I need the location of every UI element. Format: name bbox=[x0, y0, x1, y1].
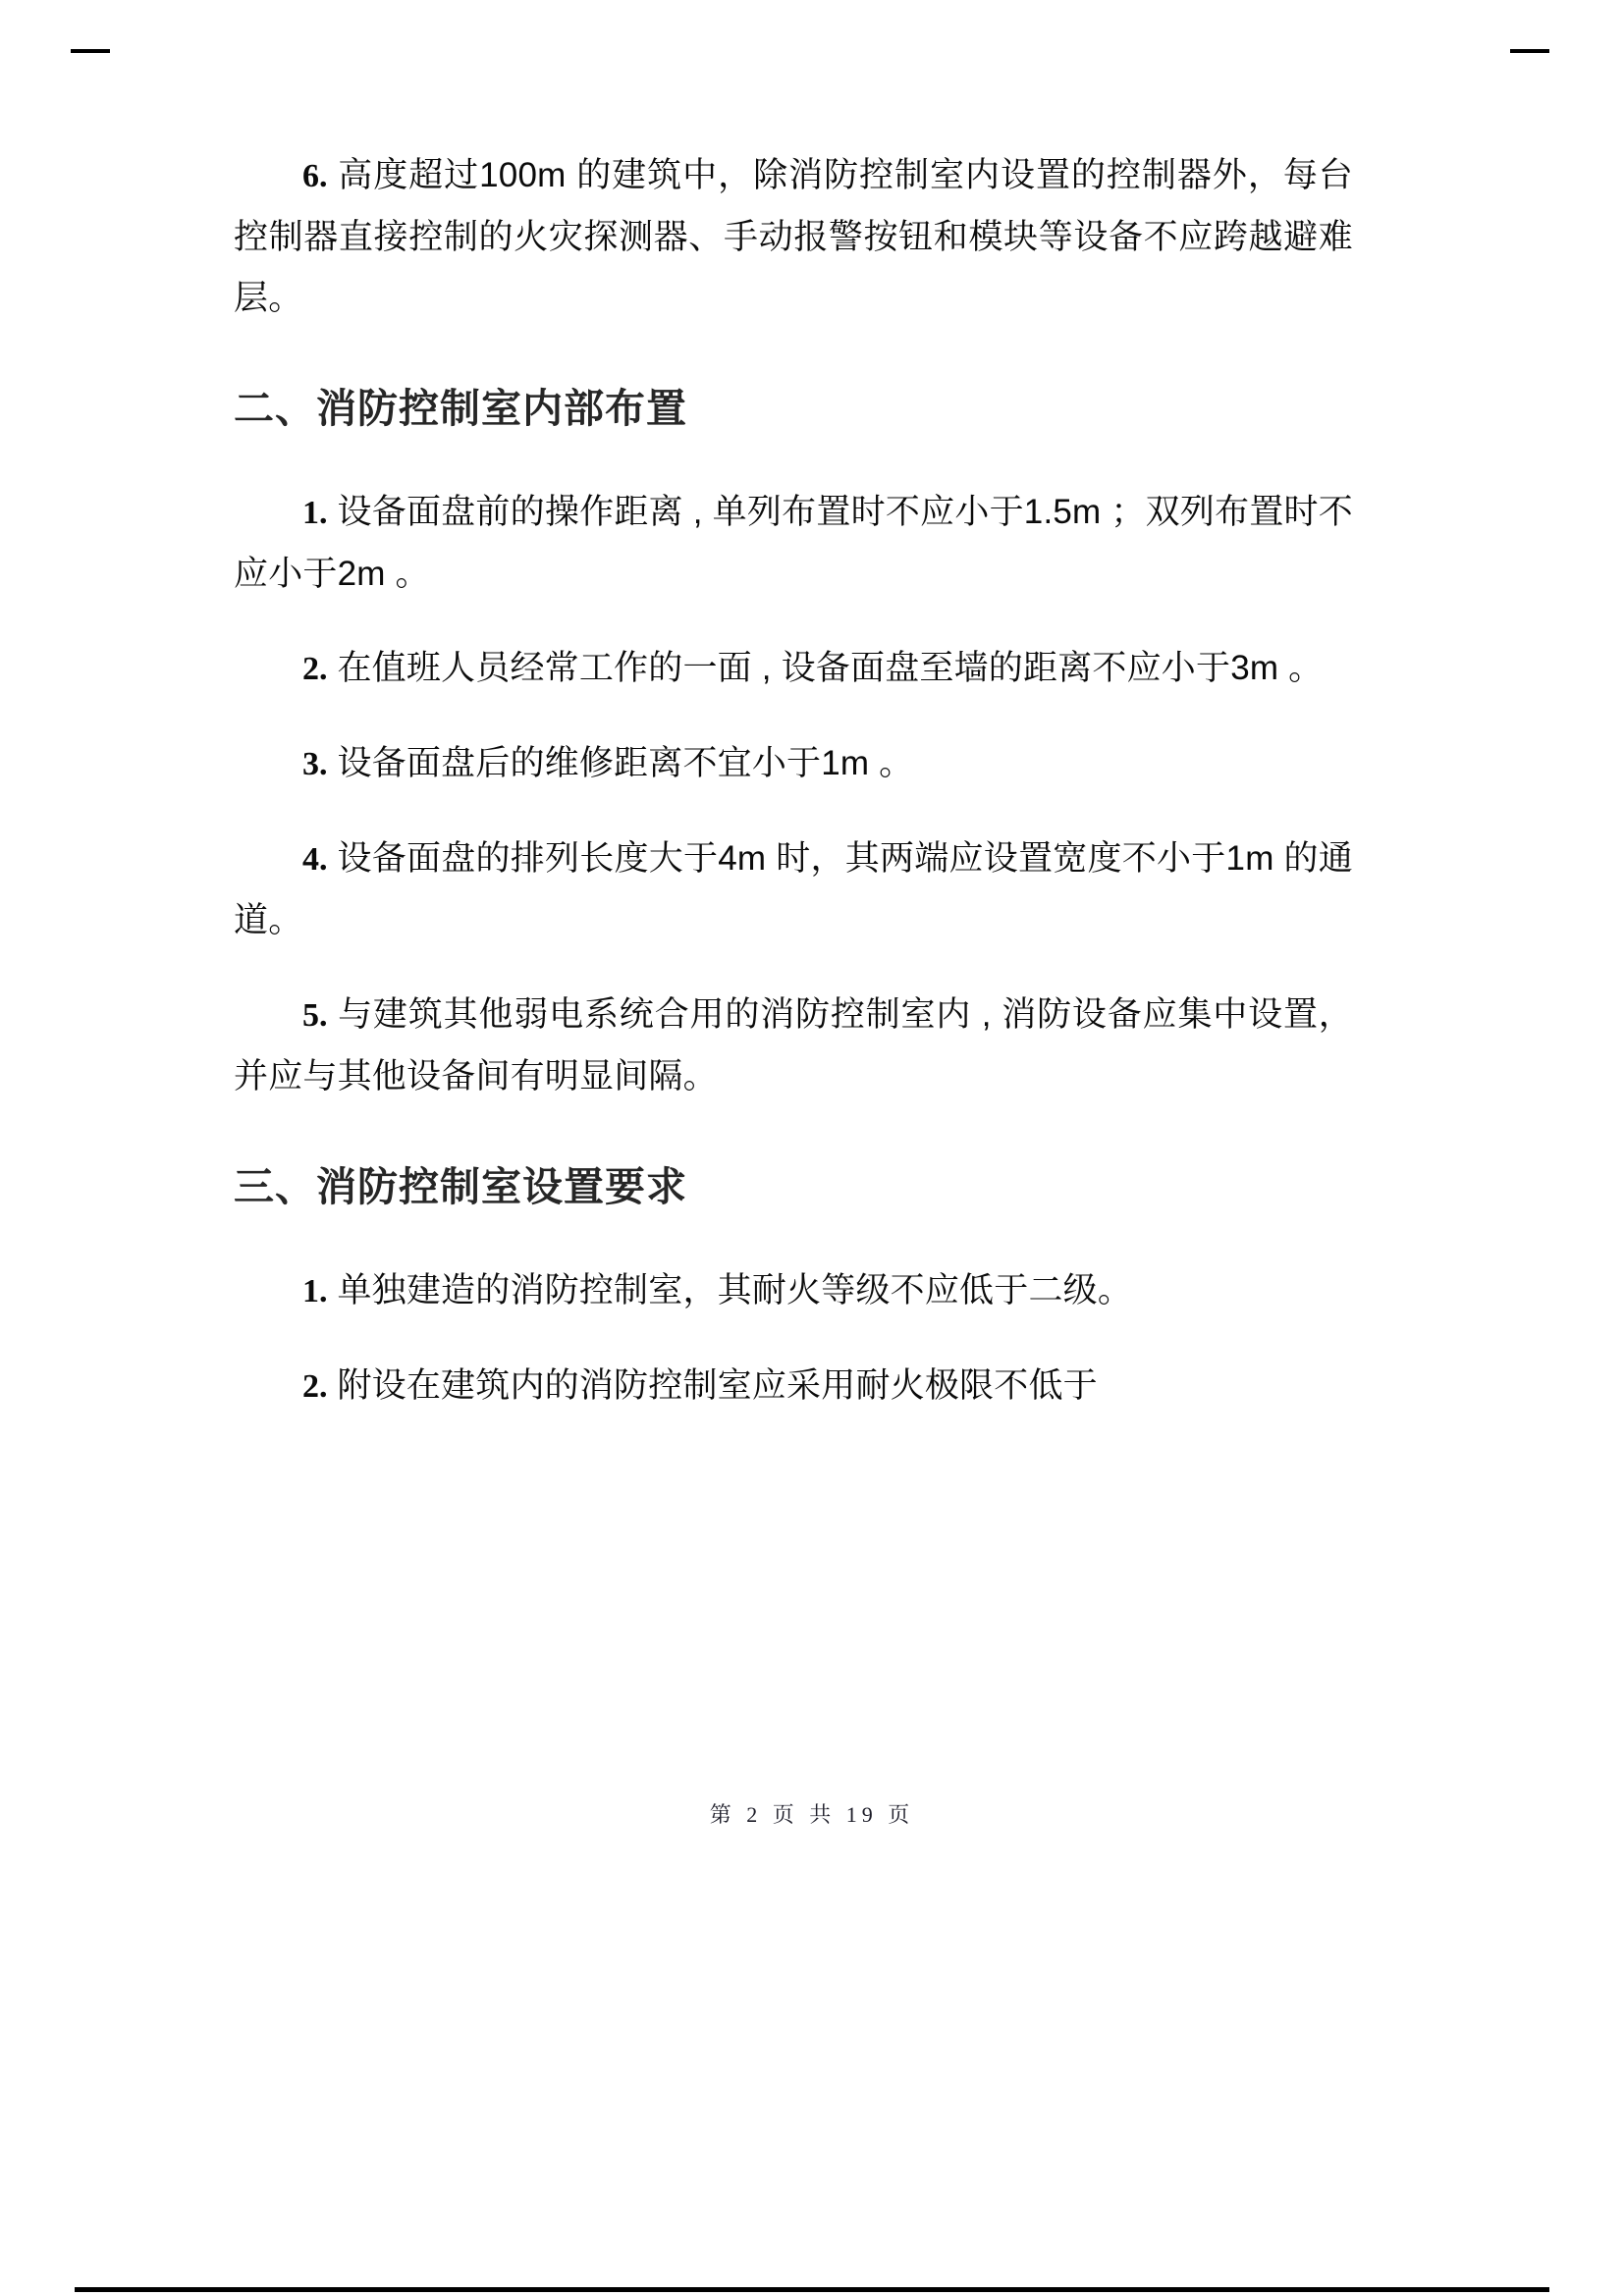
list-number: 3. bbox=[302, 746, 328, 782]
paragraph-text: 设备面盘前的操作距离 , 单列布置时不应小于1.5m ；双列布置时不应小于2m 。 bbox=[234, 493, 1353, 593]
list-number: 2. bbox=[302, 1368, 328, 1405]
spacer bbox=[234, 700, 1353, 733]
paragraph-text: 设备面盘的排列长度大于4m 时，其两端应设置宽度不小于1m 的通道。 bbox=[234, 839, 1353, 939]
list-number: 4. bbox=[302, 841, 328, 878]
paragraph-sec2-item-5 bbox=[234, 985, 1353, 1107]
list-number: 5. bbox=[302, 997, 328, 1034]
paragraph-sec2-item-4 bbox=[234, 828, 1353, 951]
spacer bbox=[234, 1215, 1353, 1260]
crop-mark-top-left bbox=[71, 49, 110, 53]
page-footer: 第 2 页 共 19 页 bbox=[709, 1802, 915, 1827]
paragraph-text: 单独建造的消防控制室，其耐火等级不应低于二级。 bbox=[337, 1271, 1133, 1309]
spacer bbox=[234, 437, 1353, 482]
spacer bbox=[234, 795, 1353, 828]
paragraph-text: 在值班人员经常工作的一面 , 设备面盘至墙的距离不应小于3m 。 bbox=[337, 649, 1324, 687]
crop-mark-top-right bbox=[1510, 49, 1549, 53]
spacer bbox=[234, 605, 1353, 638]
spacer bbox=[234, 1107, 1353, 1158]
list-number: 6. bbox=[302, 158, 328, 194]
paragraph-sec2-item-1 bbox=[234, 482, 1353, 605]
paragraph-sec3-item-1 bbox=[234, 1260, 1353, 1322]
document-body bbox=[234, 145, 1353, 1417]
section-heading-2: 二、消防控制室内部布置 bbox=[234, 386, 687, 431]
list-number: 2. bbox=[302, 651, 328, 687]
paragraph-sec2-item-2 bbox=[234, 638, 1353, 700]
bottom-rule bbox=[75, 2287, 1549, 2292]
paragraph-text: 设备面盘后的维修距离不宜小于1m 。 bbox=[337, 744, 914, 782]
paragraph-item-6 bbox=[234, 145, 1353, 329]
paragraph-sec3-item-2 bbox=[234, 1356, 1353, 1417]
spacer bbox=[234, 1322, 1353, 1356]
list-number: 1. bbox=[302, 495, 328, 531]
section-heading-3: 三、消防控制室设置要求 bbox=[234, 1164, 687, 1209]
list-number: 1. bbox=[302, 1273, 328, 1309]
paragraph-text: 附设在建筑内的消防控制室应采用耐火极限不低于 bbox=[337, 1366, 1098, 1405]
spacer bbox=[234, 951, 1353, 985]
paragraph-sec2-item-3 bbox=[234, 733, 1353, 795]
spacer bbox=[234, 329, 1353, 380]
paragraph-text: 高度超过100m 的建筑中，除消防控制室内设置的控制器外，每台控制器直接控制的火灾探测器、手动报警按钮和模块等设备不应跨越避难层。 bbox=[234, 156, 1353, 317]
paragraph-text: 与建筑其他弱电系统合用的消防控制室内 , 消防设备应集中设置，并应与其他设备间有明显间隔。 bbox=[234, 995, 1354, 1095]
